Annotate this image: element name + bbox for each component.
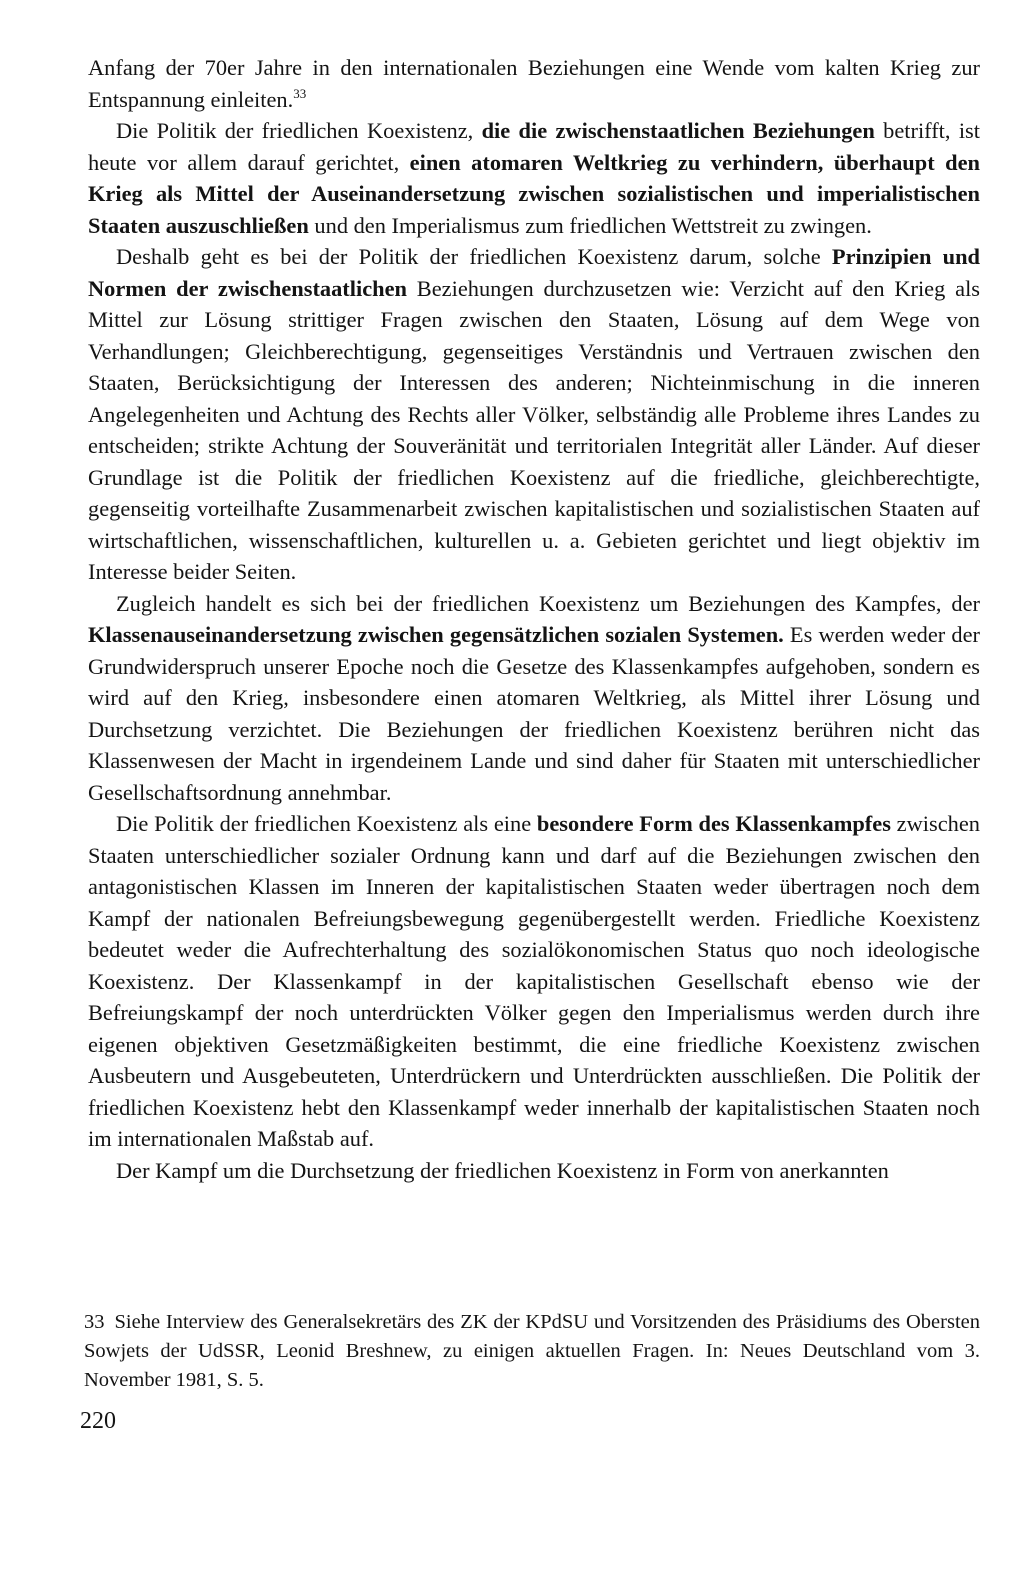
footnote-number: 33 [84,1311,105,1333]
paragraph-3-text-1: Deshalb geht es bei der Politik der friedlichen Koexistenz darum, solche [116,244,832,269]
paragraph-2 [88,115,980,241]
paragraph-3 [88,241,980,588]
paragraph-4-bold-1: Klassenauseinandersetzung zwischen gegensätzlichen sozialen Systemen. [88,622,784,647]
paragraph-5-bold-1: besondere Form des Klassenkampfes [536,811,891,836]
paragraph-5-text-1: Die Politik der friedlichen Koexistenz als eine [116,811,537,836]
paragraph-2-text-1: Die Politik der friedlichen Koexistenz, [116,118,482,143]
page-number: 220 [80,1408,116,1434]
paragraph-2-text-3: und den Imperialismus zum friedlichen Wettstreit zu zwingen. [308,212,872,238]
paragraph-6-text: Der Kampf um die Durchsetzung der friedlichen Koexistenz in Form von anerkannten [116,1157,889,1183]
paragraph-1 [88,52,980,115]
paragraph-2-bold-1: die die zwischenstaatlichen Beziehungen [481,118,875,143]
paragraph-3-bold-1: Prinzipien und Normen der zwischenstaatlichen [88,244,981,301]
paragraph-4-text-1: Zugleich handelt es sich bei der friedlichen Koexistenz um Beziehungen des Kampfes, der [116,590,980,616]
paragraph-2-bold-2: einen atomaren Weltkrieg zu verhindern, überhaupt den Krieg als Mittel der Auseinandersetzung zwischen sozialistischen und imperialistischen Staaten auszuschließen [88,149,980,238]
footnote [84,1308,980,1395]
paragraph-1-text: Anfang der 70er Jahre in den internationalen Beziehungen eine Wende vom kalten Krieg zur Entspannung einleiten. [88,55,980,112]
paragraph-6 [88,1155,980,1187]
paragraph-5-text-2: zwischen Staaten unterschiedlicher sozialer Ordnung kann und darf auf die Beziehungen zwischen den antagonistischen Klassen im Inneren der kapitalistischen Staaten weder übertragen noch dem Kampf der nationalen Befreiungsbewegung gegenübergestellt werden. Friedliche Koexistenz bedeutet weder die Aufrechterhaltung des sozialökonomischen Status quo noch ideologische Koexistenz. Der Klassenkampf in der kapitalistischen Gesellschaft ebenso wie der Befreiungskampf der noch unterdrückten Völker gegen den Imperialismus werden durch ihre eigenen objektiven Gesetzmäßigkeiten bestimmt, die eine friedliche Koexistenz zwischen Ausbeutern und Ausgebeuteten, Unterdrückern und Unterdrückten ausschließen. Die Politik der friedlichen Koexistenz hebt den Klassenkampf weder innerhalb der kapitalistischen Staaten noch im internationalen Maßstab auf. [88,811,980,1151]
paragraph-3-text-2: Beziehungen durchzusetzen wie: Verzicht auf den Krieg als Mittel zur Lösung strittiger Fragen zwischen den Staaten, Lösung auf dem Wege von Verhandlungen; Gleichberechtigung, gegenseitiges Verständnis und Vertrauen zwischen den Staaten, Berücksichtigung der Interessen des anderen; Nichteinmischung in die inneren Angelegenheiten und Achtung des Rechts aller Völker, selbständig alle Probleme ihres Landes zu entscheiden; strikte Achtung der Souveränität und territorialen Integrität aller Länder. Auf dieser Grundlage ist die Politik der friedlichen Koexistenz auf die friedliche, gleichberechtigte, gegenseitig vorteilhafte Zusammenarbeit zwischen kapitalistischen und sozialistischen Staaten auf wirtschaftlichen, wissenschaftlichen, kulturellen u. a. Gebieten gerichtet und liegt objektiv im Interesse beider Seiten. [88,275,981,584]
paragraph-5 [88,808,980,1155]
footnote-text: Siehe Interview des Generalsekretärs des ZK der KPdSU und Vorsitzenden des Präsidiums des Obersten Sowjets der UdSSR, Leonid Breshnew, zu einigen aktuellen Fragen. In: Neues Deutschland vom 3. November 1981, S. 5. [84,1311,980,1391]
paragraph-4-text-2: Es werden weder der Grundwiderspruch unserer Epoche noch die Gesetze des Klassenkampfes aufgehoben, sondern es wird auf den Krieg, insbesondere einen atomaren Weltkrieg, als Mittel ihrer Lösung und Durchsetzung verzichtet. Die Beziehungen der friedlichen Koexistenz berühren nicht das Klassenwesen der Macht in irgendeinem Lande und sind daher für Staaten mit unterschiedlicher Gesellschaftsordnung annehmbar. [88,622,980,805]
footnote-reference: 33 [293,85,307,101]
paragraph-4 [88,588,980,809]
paragraph-2-text-2: betrifft, ist heute vor allem darauf gerichtet, [88,118,980,175]
page-body [88,52,980,1186]
